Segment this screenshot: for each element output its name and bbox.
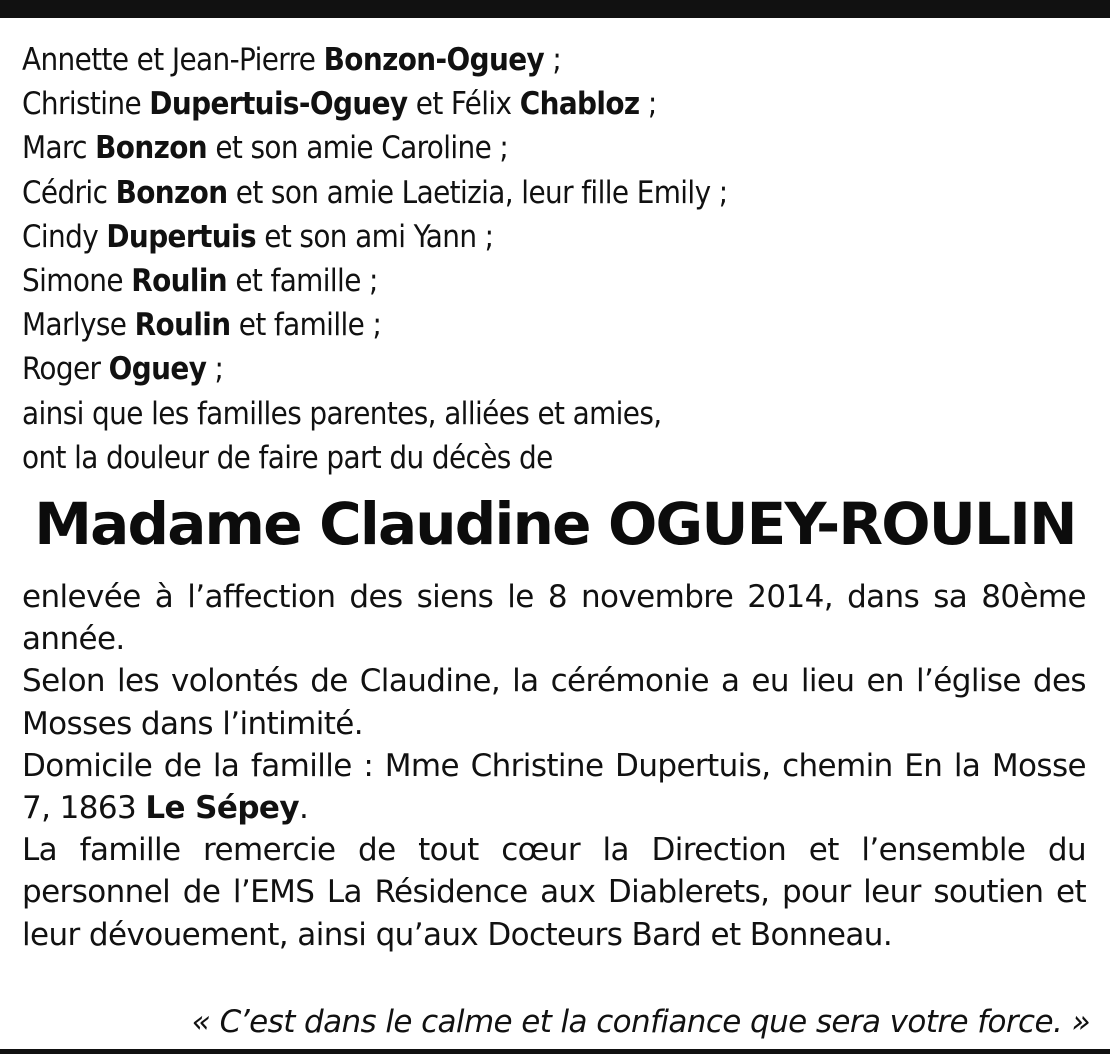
top-rule: [0, 0, 1110, 18]
mourner-text: Annette et Jean-Pierre: [22, 42, 324, 78]
mourner-line: [22, 171, 1092, 215]
mourner-surname: Dupertuis: [106, 218, 256, 255]
mourner-surname: Roulin: [134, 307, 231, 344]
domicile-end: .: [298, 790, 309, 827]
mourner-line: [22, 82, 1092, 126]
mourner-line: [22, 126, 1092, 170]
mourner-line: [22, 303, 1092, 347]
mourner-line: [22, 38, 1092, 82]
mourner-surname: Bonzon-Oguey: [323, 42, 545, 78]
mourner-surname: Bonzon: [95, 130, 208, 167]
mourner-surname: Chabloz: [519, 86, 640, 123]
closing-quote: « C’est dans le calme et la confiance que sera votre force. »: [191, 1004, 1090, 1040]
mourner-line: [22, 347, 1092, 391]
mourners-list: [22, 38, 1092, 480]
notice-body: [22, 576, 1086, 956]
mourner-text: ;: [544, 42, 562, 78]
mourner-text: et famille ;: [227, 262, 378, 299]
mourner-text: Marc: [22, 130, 96, 167]
mourner-text: Cindy: [22, 218, 107, 255]
mourner-text: Roger: [22, 351, 109, 388]
bottom-rule: [0, 1049, 1110, 1054]
mourner-line: [22, 259, 1092, 303]
domicile-place: Le Sépey: [145, 790, 299, 827]
mourner-text: et son amie Caroline ;: [207, 130, 509, 167]
announcement-line: ont la douleur de faire part du décès de: [22, 439, 553, 476]
mourner-text: ;: [206, 351, 224, 388]
thanks-paragraph: La famille remercie de tout cœur la Direction et l’ensemble du personnel de l’EMS La Résidence aux Diablerets, pour leur soutien et leur dévouement, ainsi qu’aux Docteurs Bard et Bonneau.: [22, 832, 1086, 953]
mourner-text: et son ami Yann ;: [256, 218, 494, 255]
mourner-text: et son amie Laetizia, leur fille Emily ;: [227, 174, 728, 211]
mourner-text: et Félix: [407, 86, 520, 123]
ceremony-paragraph: Selon les volontés de Claudine, la cérémonie a eu lieu en l’église des Mosses dans l’intimité.: [22, 663, 1086, 742]
mourner-text: Cédric: [22, 174, 116, 211]
deceased-name: Madame Claudine OGUEY-ROULIN: [34, 490, 1076, 558]
mourner-text: et famille ;: [230, 307, 382, 344]
families-line: ainsi que les familles parentes, alliées et amies,: [22, 395, 662, 432]
mourner-surname: Roulin: [131, 262, 228, 299]
mourner-surname: Oguey: [108, 351, 207, 388]
mourner-text: Simone: [22, 262, 132, 299]
mourner-text: Marlyse: [22, 307, 135, 344]
mourner-text: ;: [639, 86, 657, 123]
death-paragraph: enlevée à l’affection des siens le 8 novembre 2014, dans sa 80ème année.: [22, 579, 1086, 658]
mourner-text: Christine: [22, 86, 150, 123]
mourner-surname: Dupertuis-Oguey: [149, 86, 408, 123]
domicile-paragraph: [22, 745, 1086, 829]
mourner-surname: Bonzon: [115, 174, 228, 211]
mourner-line: [22, 215, 1092, 259]
domicile-text: Domicile de la famille : Mme Christine Dupertuis, chemin En la Mosse 7, 1863: [22, 747, 1086, 827]
